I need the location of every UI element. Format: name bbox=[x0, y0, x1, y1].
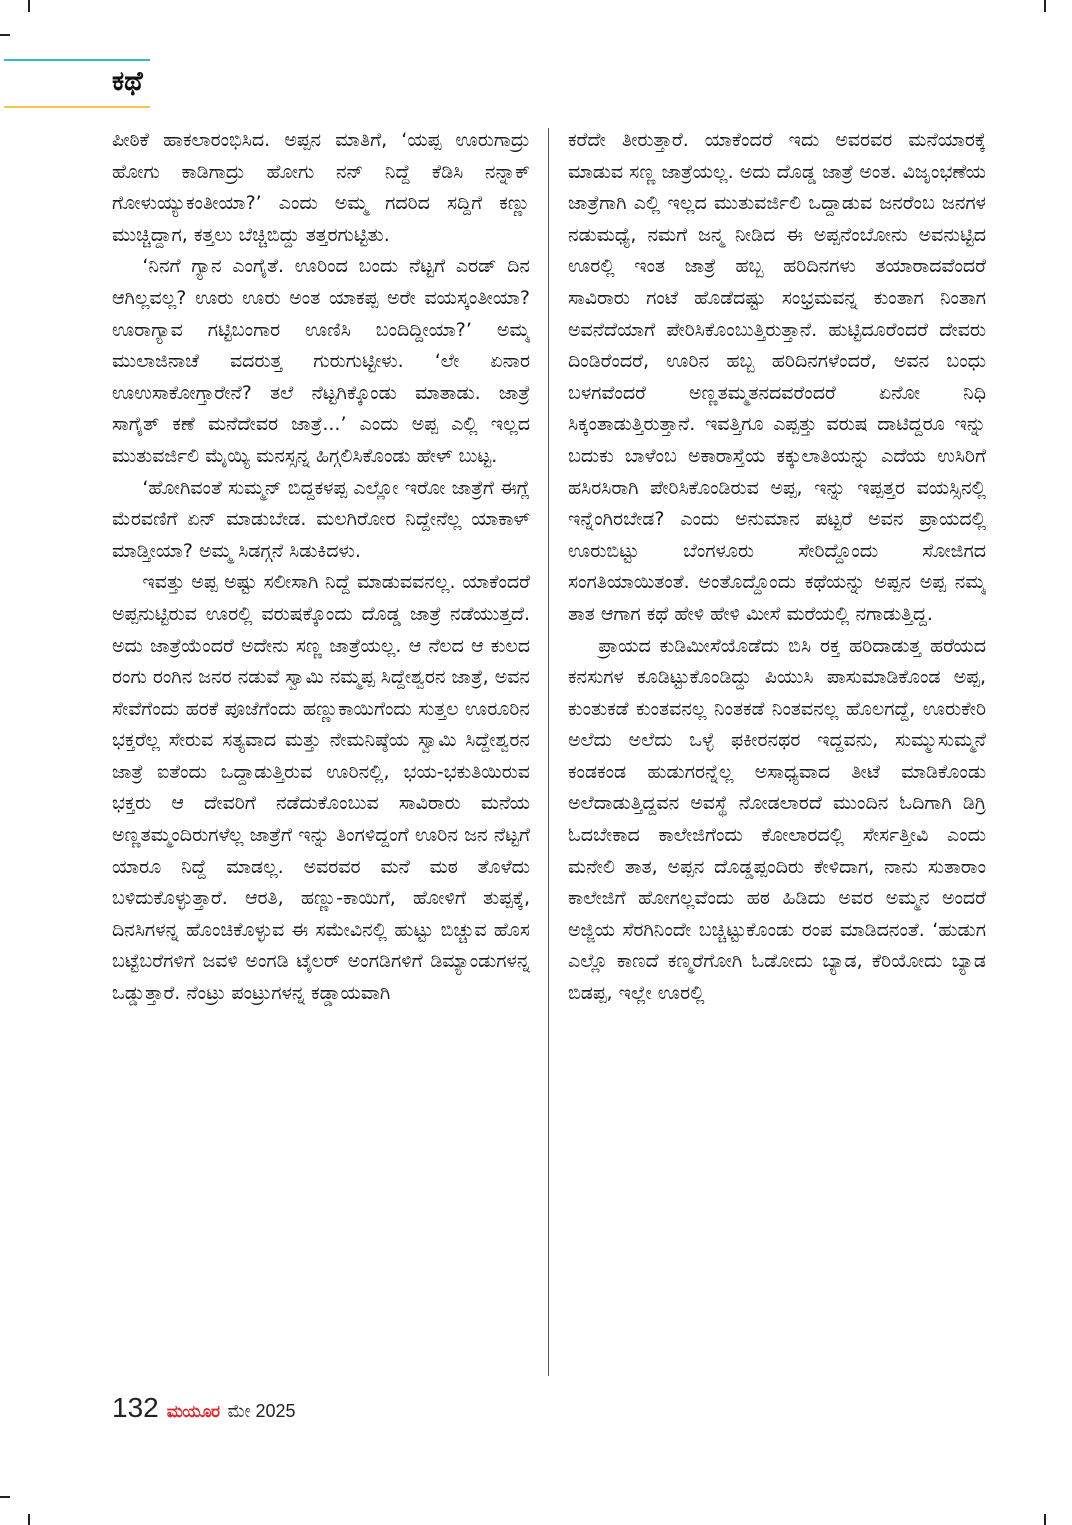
article-column-right bbox=[568, 125, 986, 1385]
header-rule-bottom bbox=[4, 106, 150, 108]
page-number: 132 bbox=[112, 1392, 159, 1423]
paragraph: ಪೀಠಿಕೆ ಹಾಕಲಾರಂಭಿಸಿದ. ಅಪ್ಪನ ಮಾತಿಗೆ, ‘ಯಪ್ಪ ಊರುಗಾದ್ರು ಹೋಗು ಕಾಡಿಗಾದ್ರು ಹೋಗು ನನ್ ನಿದ್ದೆ ಕೆಡಿಸಿ ನನ್ನಾಕ್ ಗೋಳುಯ್ಯುಕಂತೀಯಾ?’ ಎಂದು ಅಮ್ಮ ಗದರಿದ ಸದ್ದಿಗೆ ಕಣ್ಣು ಮುಚ್ಚಿದ್ದಾಗ, ಕತ್ತಲು ಬೆಚ್ಚಿಬಿದ್ದು ತತ್ತರಗುಟ್ಟಿತು. bbox=[112, 129, 530, 246]
section-title: ಕಥೆ bbox=[112, 66, 143, 97]
paragraph: ಇವತ್ತು ಅಪ್ಪ ಅಷ್ಟು ಸಲೀಸಾಗಿ ನಿದ್ದೆ ಮಾಡುವವನಲ್ಲ. ಯಾಕೆಂದರೆ ಅಪ್ಪನುಟ್ಟಿರುವ ಊರಲ್ಲಿ ವರುಷಕ್ಕೊಂದು ದೊಡ್ಡ ಜಾತ್ರೆ ನಡೆಯುತ್ತದೆ. ಅದು ಜಾತ್ರೆಯೆಂದರೆ ಅದೇನು ಸಣ್ಣ ಜಾತ್ರೆಯಲ್ಲ. ಆ ನೆಲದ ಆ ಕುಲದ ರಂಗು ರಂಗಿನ ಜನರ ನಡುವೆ ಸ್ವಾಮಿ ನಮ್ಮಪ್ಪ ಸಿದ್ದೇಶ್ವರನ ಜಾತ್ರೆ, ಅವನ ಸೇವೆಗೆಂದು ಹರಕೆ ಪೂಜೆಗೆಂದು ಹಣ್ಣುಕಾಯಿಗೆಂದು ಸುತ್ತಲ ಊರೂರಿನ ಭಕ್ತರೆಲ್ಲ ಸೇರುವ ಸತ್ಯವಾದ ಮತ್ತು ನೇಮನಿಷ್ಠೆಯ ಸ್ವಾಮಿ ಸಿದ್ದೇಶ್ವರನ ಜಾತ್ರೆ ಐತೆಂದು ಒದ್ದಾಡುತ್ತಿರುವ ಊರಿನಲ್ಲಿ, ಭಯ-ಭಕುತಿಯಿರುವ ಭಕ್ತರು ಆ ದೇವರಿಗೆ ನಡೆದುಕೊಂಬುವ ಸಾವಿರಾರು ಮನೆಯ ಅಣ್ಣತಮ್ಮಂದಿರುಗಳೆಲ್ಲ ಜಾತ್ರೆಗೆ ಇನ್ನು ತಿಂಗಳಿದ್ದಂಗೆ ಊರಿನ ಜನ ನೆಟ್ಟಗೆ ಯಾರೂ ನಿದ್ದೆ ಮಾಡಲ್ಲ. ಅವರವರ ಮನೆ ಮಠ ತೊಳೆದು ಬಳಿದುಕೊಳ್ಳುತ್ತಾರೆ. ಆರತಿ, ಹಣ್ಣು-ಕಾಯಿಗೆ, ಹೋಳಿಗೆ ತುಪ್ಪಕ್ಕೆ, ದಿನಸಿಗಳನ್ನ ಹೊಂಚಿಕೊಳ್ಳುವ ಈ ಸಮೇವಿನಲ್ಲಿ ಹುಟ್ಟು ಬಿಚ್ಚುವ ಹೊಸ ಬಟ್ಟೆಬರೆಗಳಿಗೆ ಜವಳಿ ಅಂಗಡಿ ಟೈಲರ್ ಅಂಗಡಿಗಳಿಗೆ ಡಿಮ್ಯಾಂಡುಗಳನ್ನ ಒಡ್ಡುತ್ತಾರೆ. ನೆಂಟ್ರು ಪಂಟ್ರುಗಳನ್ನ ಕಡ್ಡಾಯವಾಗಿ bbox=[112, 571, 530, 1005]
crop-mark bbox=[0, 1496, 10, 1498]
header-rule-top bbox=[4, 59, 150, 61]
magazine-logo: ಮಯೂರ bbox=[166, 1402, 220, 1422]
issue-date: ಮೇ 2025 bbox=[227, 1401, 296, 1421]
article-column-left bbox=[112, 125, 530, 1385]
crop-mark bbox=[1044, 0, 1046, 12]
page-footer bbox=[112, 1392, 296, 1428]
paragraph: ಪ್ರಾಯದ ಕುಡಿಮೀಸೆಯೊಡೆದು ಬಿಸಿ ರಕ್ತ ಹರಿದಾಡುತ್ತ ಹರೆಯದ ಕನಸುಗಳ ಕೂಡಿಟ್ಟುಕೊಂಡಿದ್ದು ಪಿಯುಸಿ ಪಾಸುಮಾಡಿಕೊಂಡ ಅಪ್ಪ, ಕುಂತುಕಡೆ ಕುಂತವನಲ್ಲ ನಿಂತಕಡೆ ನಿಂತವನಲ್ಲ ಹೊಲಗದ್ದೆ, ಊರುಕೇರಿ ಅಲೆದು ಅಲೆದು ಒಳ್ಳೆ ಫಕೀರನಥರ ಇದ್ದವನು, ಸುಮ್ಮುಸುಮ್ಮನೆ ಕಂಡಕಂಡ ಹುಡುಗರನ್ನೆಲ್ಲ ಅಸಾಧ್ಯವಾದ ತೀಟೆ ಮಾಡಿಕೊಂಡು ಅಲೆದಾಡುತ್ತಿದ್ದವನ ಅವಸ್ಥೆ ನೋಡಲಾರದೆ ಮುಂದಿನ ಓದಿಗಾಗಿ ಡಿಗ್ರಿ ಓದಬೇಕಾದ ಕಾಲೇಜಿಗೆಂದು ಕೋಲಾರದಲ್ಲಿ ಸೇರ್ಸತ್ತೀವಿ ಎಂದು ಮನೇಲಿ ತಾತ, ಅಪ್ಪನ ದೊಡ್ಡಪ್ಪಂದಿರು ಕೇಳಿದಾಗ, ನಾನು ಸುತಾರಾಂ ಕಾಲೇಜಿಗೆ ಹೋಗಲ್ಲವೆಂದು ಹಠ ಹಿಡಿದು ಅವರ ಅಮ್ಮನ ಅಂದರೆ ಅಜ್ಜಿಯ ಸೆರಗಿನಿಂದೇ ಬಚ್ಚಿಟ್ಟುಕೊಂಡು ರಂಪ ಮಾಡಿದನಂತೆ. ‘ಹುಡುಗ ಎಲ್ಲೊ ಕಾಣದೆ ಕಣ್ಮರೆಗೋಗಿ ಓಡೋದು ಬ್ಯಾಡ, ಕೆರಿಯೋದು ಬ್ಯಾಡ ಬಿಡಪ್ಪ, ಇಲ್ಲೇ ಊರಲ್ಲಿ bbox=[568, 634, 986, 1005]
crop-mark bbox=[1044, 1514, 1046, 1525]
column-divider bbox=[548, 128, 549, 1376]
crop-mark bbox=[28, 0, 30, 12]
crop-mark bbox=[28, 1514, 30, 1525]
paragraph: ‘ನಿನಗೆ ಗ್ಯಾನ ಎಂಗೈತೆ. ಊರಿಂದ ಬಂದು ನೆಟ್ಟಗೆ ಎರಡ್ ದಿನ ಆಗಿಲ್ಲವಲ್ಲ? ಊರು ಊರು ಅಂತ ಯಾಕಪ್ಪ ಅರೇ ವಯಸ್ಕಂತೀಯಾ? ಊರಾಗ್ಯಾವ ಗಟ್ಟಿಬಂಗಾರ ಊಣಿಸಿ ಬಂದಿದ್ದೀಯಾ?’ ಅಮ್ಮ ಮುಲಾಜಿನಾಚೆ ವದರುತ್ತ ಗುರುಗುಟ್ಟೀಳು. ‘ಲೇ ಏನಾರ ಊಉಸಾಕೋಗ್ತಾರೇನೆ? ತಲೆ ನೆಟ್ಟಗಿಕ್ಕೊಂಡು ಮಾತಾಡು. ಜಾತ್ರೆ ಸಾಗೈತ್ ಕಣೆ ಮನೆದೇವರ ಜಾತ್ರೆ...’ ಎಂದು ಅಪ್ಪ ಎಲ್ಲಿ ಇಲ್ಲದ ಮುತುವರ್ಜಿಲಿ ಮೈಯ್ಯಿ ಮನಸ್ಸನ್ನ ಹಿಗ್ಗಲಿಸಿಕೊಂಡು ಹೇಳ್ ಬುಟ್ಟ. bbox=[112, 255, 530, 467]
paragraph: ‘ಹೋಗಿವಂತೆ ಸುಮ್ಮನ್ ಬಿದ್ದಕಳಪ್ಪ ಎಲ್ಲೋ ಇರೋ ಜಾತ್ರೆಗೆ ಈಗ್ಲೆ ಮೆರವಣಿಗೆ ಏನ್ ಮಾಡುಬೇಡ. ಮಲಗಿರೋರ ನಿದ್ದೇನೆಲ್ಲ ಯಾಕಾಳ್ ಮಾಡ್ತೀಯಾ? ಅಮ್ಮ ಸಿಡಗ್ಗನೆ ಸಿಡುಕಿದಳು. bbox=[112, 476, 530, 562]
paragraph: ಕರೆದೇ ತೀರುತ್ತಾರೆ. ಯಾಕೆಂದರೆ ಇದು ಅವರವರ ಮನೆಯಾರಕ್ಕೆ ಮಾಡುವ ಸಣ್ಣ ಜಾತ್ರೆಯಲ್ಲ. ಅದು ದೊಡ್ಡ ಜಾತ್ರೆ ಅಂತ. ವಿಜೃಂಭಣೆಯ ಜಾತ್ರೆಗಾಗಿ ಎಲ್ಲಿ ಇಲ್ಲದ ಮುತುವರ್ಜಿಲಿ ಒದ್ದಾಡುವ ಜನರೆಂಬ ಜನಗಳ ನಡುಮಧ್ಯೆ, ನಮಗೆ ಜನ್ಮ ನೀಡಿದ ಈ ಅಪ್ಪನೆಂಬೋನು ಅವನುಟ್ಟಿದ ಊರಲ್ಲಿ ಇಂತ ಜಾತ್ರೆ ಹಬ್ಬ ಹರಿದಿನಗಳು ತಯಾರಾದವೆಂದರೆ ಸಾವಿರಾರು ಗಂಟೆ ಹೊಡೆದಷ್ಟು ಸಂಭ್ರಮವನ್ನ ಕುಂತಾಗ ನಿಂತಾಗ ಅವನೆದೆಯಾಗೆ ಪೇರಿಸಿಕೊಂಬುತ್ತಿರುತ್ತಾನೆ. ಹುಟ್ಟಿದೂರೆಂದರೆ ದೇವರು ದಿಂಡಿರೆಂದರೆ, ಊರಿನ ಹಬ್ಬ ಹರಿದಿನಗಳೆಂದರೆ, ಅವನ ಬಂಧು ಬಳಗವೆಂದರೆ ಅಣ್ಣತಮ್ಮತನದವರೆಂದರೆ ಏನೋ ನಿಧಿ ಸಿಕ್ಕಂತಾಡುತ್ತಿರುತ್ತಾನೆ. ಇವತ್ತಿಗೂ ಎಪ್ಪತ್ತು ವರುಷ ದಾಟಿದ್ದರೂ ಇನ್ನು ಬದುಕು ಬಾಳೆಂಬ ಅಕಾರಾಸ್ತೆಯ ಕಕ್ಕುಲಾತಿಯನ್ನು ಎದೆಯ ಉಸಿರಿಗೆ ಹಸಿರಸಿರಾಗಿ ಪೇರಿಸಿಕೊಂಡಿರುವ ಅಪ್ಪ, ಇನ್ನು ಇಪ್ಪತ್ತರ ವಯಸ್ಸಿನಲ್ಲಿ ಇನ್ನೆಂಗಿರಬೇಡ? ಎಂದು ಅನುಮಾನ ಪಟ್ಟರೆ ಅವನ ಪ್ರಾಯದಲ್ಲಿ ಊರುಬಿಟ್ಟು ಬೆಂಗಳೂರು ಸೇರಿದ್ದೊಂದು ಸೋಜಿಗದ ಸಂಗತಿಯಾಯಿತಂತೆ. ಅಂತೊದ್ದೊಂದು ಕಥೆಯನ್ನು ಅಪ್ಪನ ಅಪ್ಪ ನಮ್ಮ ತಾತ ಆಗಾಗ ಕಥೆ ಹೇಳಿ ಹೇಳಿ ಮೀಸೆ ಮರೆಯಲ್ಲಿ ನಗಾಡುತ್ತಿದ್ದ. bbox=[568, 129, 986, 625]
crop-mark bbox=[0, 34, 10, 36]
